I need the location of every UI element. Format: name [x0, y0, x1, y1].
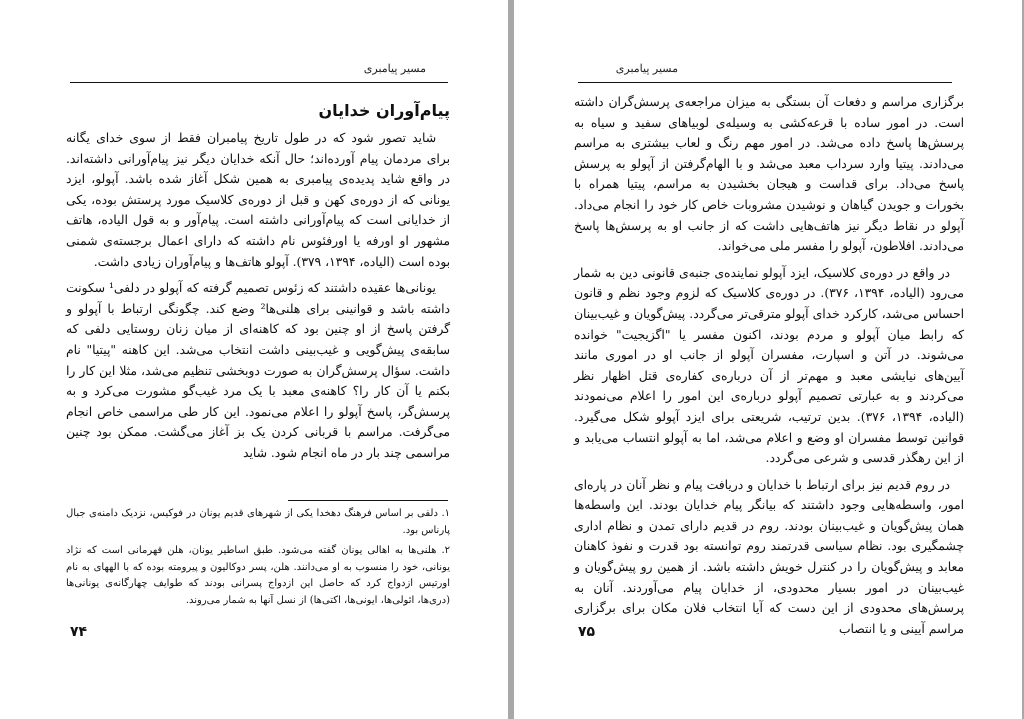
paragraph: یونانی‌ها عقیده داشتند که زئوس تصمیم گرفته که آپولو در دلفی¹ سکونت داشته باشد و قوانینی برای هلنی‌ها² وضع کند. چگونگی ارتباط با آپولو و گرفتن پاسخ از او چنین بود که کاهنه‌ای از میان زنان روستایی دلفی که سابقه‌ی پیش‌گویی و غیب‌بینی داشت انتخاب می‌شد. این کاهنه "پیتیا" نام داشت. سؤال پرسش‌گران به صورت دوبخشی تنظیم می‌شد، مثلا این کار را بکنم یا آن کار را؟ کاهنه‌ی معبد با یک مرد غیب‌گو مشورت می‌کرد و به پرسش‌گر، پاسخ آپولو را اعلام می‌نمود. این کار طی مراسمی خاص انجام می‌گرفت. مراسم با قربانی کردن یک بز آغاز می‌گشت. ممکن بود چنین مراسمی چند بار در ماه انجام شود. شاید	[66, 281, 450, 460]
paragraph: در روم قدیم نیز برای ارتباط با خدایان و دریافت پیام و نظر آنان در پاره‌ای امور، واسطه‌هایی وجود داشتند که بیانگر پیام خدایان بودند. این واسطه‌ها همان پیش‌گویان و غیب‌بینان بودند. روم در قدیم دارای تمدن و نظام اداری چشمگیری بود. نظام سیاسی قدرتمند روم توانسته بود قدرت و نفوذ کاهنان معابد و پیش‌گویان را در کنترل خویش داشته باشد. از همین رو پیش‌گویان و غیب‌بینان در امور بسیار محدودی، از خدایان پیام می‌آوردند. آنان به پرسش‌های محدودی از این دست که آیا انتخاب فلان مکان برای برگزاری مراسم آیینی و یا انتصاب	[574, 477, 964, 636]
running-head: مسیر پیامبری	[615, 62, 678, 75]
footnote-rule	[288, 500, 448, 501]
header-rule	[578, 82, 952, 83]
running-head: مسیر پیامبری	[363, 62, 426, 75]
section-heading: پیام‌آوران خدایان	[318, 101, 450, 120]
footnotes	[66, 506, 450, 613]
page-number: ۷۵	[578, 624, 596, 640]
paragraph: شاید تصور شود که در طول تاریخ پیامبران فقط از سوی خدای یگانه برای مردمان پیام آورده‌اند؛ حال آنکه خدایان دیگر نیز پیام‌آورانی داشته‌اند. در واقع شاید پدیده‌ی پیامبری به همین شکل آغاز شده باشد. آپولو، ایزد یونانی که از دوره‌ی کهن و قبل از دوره‌ی کلاسیک مورد پرستش بوده، یکی از خدایانی است که پیام‌آورانی داشته است. پیام‌آور و به قول الیاده، هاتف مشهور او اورفه یا اورفئوس نام داشته که دارای اعمال برجسته‌ی شمنی بوده است (الیاده، ۱۳۹۴، ۳۷۹). آپولو هاتف‌ها و پیام‌آوران زیادی داشت.	[66, 131, 450, 269]
page-number: ۷۴	[70, 624, 88, 640]
footnote: ۲. هلنی‌ها به اهالی یونان گفته می‌شود. طبق اساطیر یونان، هلن قهرمانی است که نژاد یونانی، خود را منسوب به او می‌دانند. هلن، پسر دوکالیون و پیرومته بوده که با الههای به نام اورتیس ازدواج کرد که حاصل این ازدواج پسرانی بودند که طوایف چهارگانه‌ی یونانی‌ها (دری‌ها، ائولی‌ها، ایونی‌ها، اکتی‌ها) از نسل آنها به شمار می‌روند.	[66, 545, 450, 606]
paragraph: برگزاری مراسم و دفعات آن بستگی به میزان مراجعه‌ی پرسش‌گران داشته است. در امور ساده با قرعه‌کشی به وسیله‌ی لوبیاهای سفید و سیاه به پرسش‌ها پاسخ داده می‌شد. در امور مهم رنگ و لعاب بیشتری به مراسم می‌دادند. پیتیا وارد سرداب معبد می‌شد و با الهام‌گرفتن از آپولو به پرسش پاسخ می‌داد. برای قداست و هیجان بخشیدن به مراسم، پیتیا همراه با بخورات و جویدن گیاهان و نوشیدن مشروبات خاص کار خود را انجام می‌داد. آپولو در نقاط دیگر نیز هاتف‌هایی داشت که از جانب او به پرسش‌ها پاسخ می‌دادند. افلاطون، آپولو را مفسر ملی می‌خواند.	[574, 95, 964, 254]
right-page	[514, 0, 1022, 719]
footnote: ۱. دلفی بر اساس فرهنگ دهخدا یکی از شهرهای قدیم یونان در فوکیس، نزدیک دامنه‌ی جبال پارناس بود.	[66, 508, 450, 536]
header-rule	[70, 82, 448, 83]
body-text	[66, 92, 450, 470]
left-page	[0, 0, 508, 719]
body-text	[574, 92, 964, 645]
paragraph: در واقع در دوره‌ی کلاسیک، ایزد آپولو نماینده‌ی جنبه‌ی قانونی دین به شمار می‌رود (الیاده، ۱۳۹۴، ۳۷۶). در دوره‌ی کلاسیک که لزوم وجود نظم و قانون احساس می‌شد، کارکرد خدای آپولو مترقی‌تر می‌گردد. پیش‌گویان و غیب‌بینان که رابط میان آپولو و مردم بودند، اکنون مفسر یا "اگزیجیت" خوانده می‌شوند. در آتن و اسپارت، مفسران آپولو از جانب او در اموری مانند آیین‌های نیایشی معبد و مهم‌تر از آن درباره‌ی کفاره‌ی قتل اظهار نظر می‌کردند و به عبارتی تصمیم آپولو درباره‌ی این امور را اعلام می‌نمودند (الیاده، ۱۳۹۴، ۳۷۶). بدین ترتیب، شریعتی برای ایزد آپولو شکل می‌گیرد. قوانین توسط مفسران او وضع و اعلام می‌شد، اما به آپولو انتساب می‌یابد و از این رهگذر قدسی و شرعی می‌گردد.	[574, 265, 964, 466]
